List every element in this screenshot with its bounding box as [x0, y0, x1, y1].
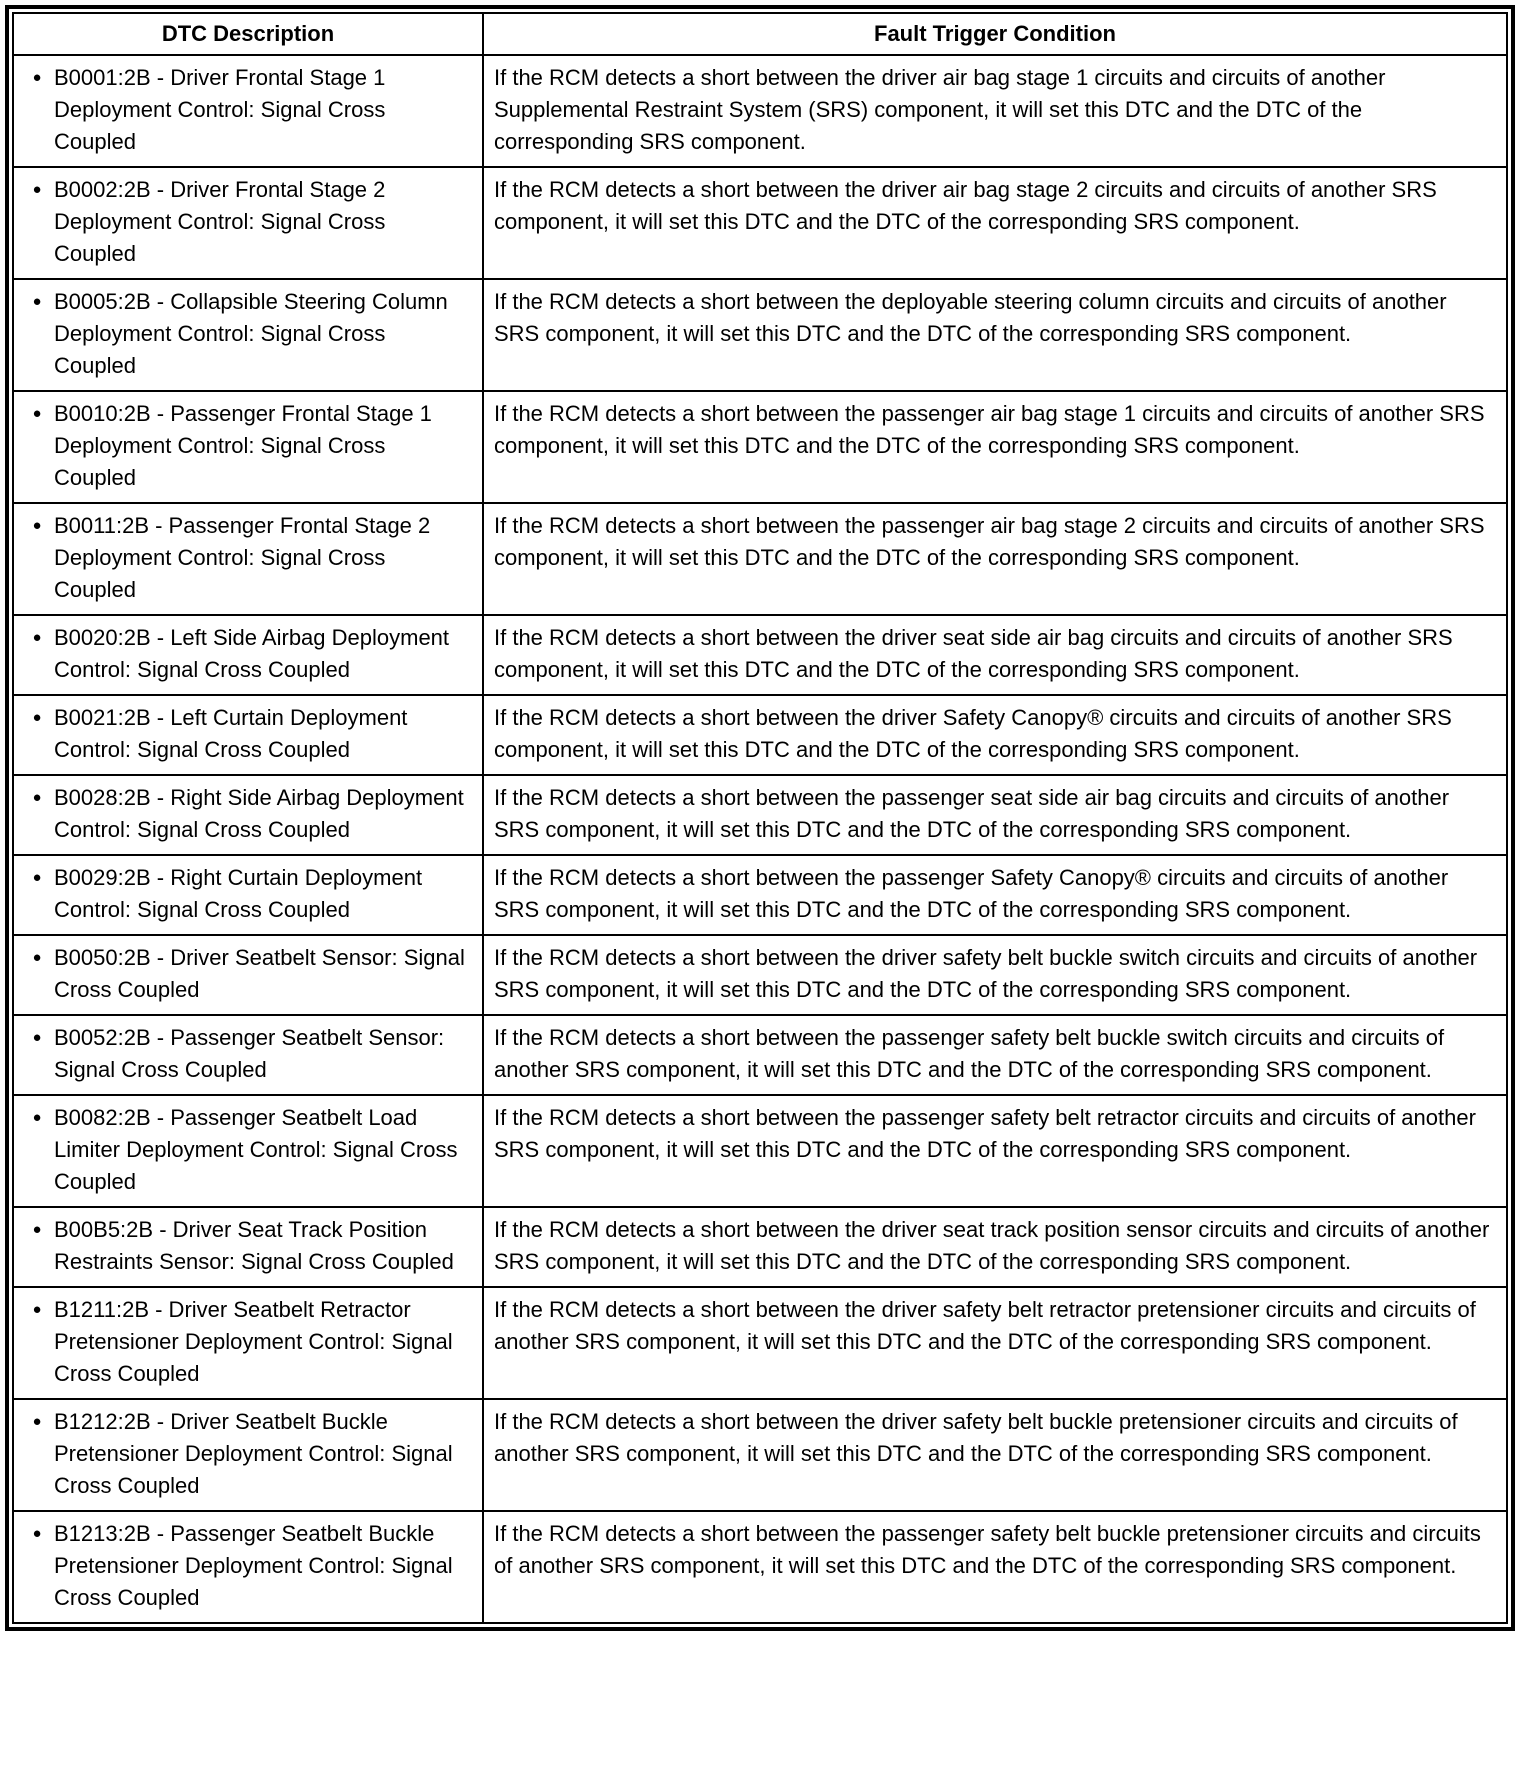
- table-row: [13, 279, 1507, 391]
- dtc-description: B0002:2B - Driver Frontal Stage 2 Deployment Control: Signal Cross Coupled: [54, 177, 386, 266]
- fault-trigger-condition: If the RCM detects a short between the driver seat track position sensor circuits and circuits of another SRS component, it will set this DTC and the DTC of the corresponding SRS component.: [494, 1217, 1490, 1274]
- bullet-icon: ●: [32, 1525, 42, 1542]
- fault-trigger-condition-cell: [483, 615, 1507, 695]
- dtc-description: B0011:2B - Passenger Frontal Stage 2 Deployment Control: Signal Cross Coupled: [54, 513, 431, 602]
- dtc-description-cell: [13, 1399, 483, 1511]
- fault-trigger-condition: If the RCM detects a short between the passenger safety belt buckle pretensioner circuits and circuits of another SRS component, it will set this DTC and the DTC of the corresponding SRS component.: [494, 1521, 1481, 1578]
- table-row: [13, 167, 1507, 279]
- column-header-fault-trigger-condition: Fault Trigger Condition: [483, 13, 1507, 55]
- fault-trigger-condition-cell: [483, 167, 1507, 279]
- dtc-description: B0005:2B - Collapsible Steering Column Deployment Control: Signal Cross Coupled: [54, 289, 448, 378]
- table-header-row: [13, 13, 1507, 55]
- bullet-icon: ●: [32, 709, 42, 726]
- table-row: [13, 1207, 1507, 1287]
- fault-trigger-condition-cell: [483, 1015, 1507, 1095]
- fault-trigger-condition: If the RCM detects a short between the driver air bag stage 2 circuits and circuits of another SRS component, it will set this DTC and the DTC of the corresponding SRS component.: [494, 177, 1437, 234]
- dtc-description-cell: [13, 1207, 483, 1287]
- dtc-description-cell: [13, 55, 483, 167]
- fault-trigger-condition: If the RCM detects a short between the passenger seat side air bag circuits and circuits of another SRS component, it will set this DTC and the DTC of the corresponding SRS component.: [494, 785, 1450, 842]
- bullet-icon: ●: [32, 405, 42, 422]
- dtc-description-cell: [13, 615, 483, 695]
- table-row: [13, 775, 1507, 855]
- dtc-description: B1211:2B - Driver Seatbelt Retractor Pretensioner Deployment Control: Signal Cross Coupled: [54, 1297, 453, 1386]
- bullet-icon: ●: [32, 293, 42, 310]
- table-row: [13, 1511, 1507, 1623]
- dtc-description-cell: [13, 391, 483, 503]
- table-row: [13, 391, 1507, 503]
- table-row: [13, 855, 1507, 935]
- fault-trigger-condition: If the RCM detects a short between the passenger safety belt retractor circuits and circuits of another SRS component, it will set this DTC and the DTC of the corresponding SRS component.: [494, 1105, 1476, 1162]
- table-row: [13, 935, 1507, 1015]
- dtc-description-cell: [13, 1095, 483, 1207]
- table-row: [13, 1095, 1507, 1207]
- dtc-description: B0082:2B - Passenger Seatbelt Load Limiter Deployment Control: Signal Cross Coupled: [54, 1105, 458, 1194]
- dtc-description: B0050:2B - Driver Seatbelt Sensor: Signal Cross Coupled: [54, 945, 465, 1002]
- fault-trigger-condition-cell: [483, 1207, 1507, 1287]
- table-row: [13, 695, 1507, 775]
- bullet-icon: ●: [32, 517, 42, 534]
- fault-trigger-condition-cell: [483, 391, 1507, 503]
- fault-trigger-condition: If the RCM detects a short between the driver safety belt buckle pretensioner circuits and circuits of another SRS component, it will set this DTC and the DTC of the corresponding SRS component.: [494, 1409, 1458, 1466]
- dtc-description-cell: [13, 1287, 483, 1399]
- fault-trigger-condition: If the RCM detects a short between the passenger safety belt buckle switch circuits and circuits of another SRS component, it will set this DTC and the DTC of the corresponding SRS component.: [494, 1025, 1445, 1082]
- dtc-description-cell: [13, 167, 483, 279]
- dtc-description-cell: [13, 855, 483, 935]
- table-row: [13, 615, 1507, 695]
- fault-trigger-condition: If the RCM detects a short between the driver air bag stage 1 circuits and circuits of another Supplemental Restraint System (SRS) component, it will set this DTC and the DTC of the corresponding SRS component.: [494, 65, 1386, 154]
- fault-trigger-condition: If the RCM detects a short between the driver seat side air bag circuits and circuits of another SRS component, it will set this DTC and the DTC of the corresponding SRS component.: [494, 625, 1453, 682]
- dtc-description-cell: [13, 695, 483, 775]
- bullet-icon: ●: [32, 69, 42, 86]
- table-frame: [5, 5, 1515, 1631]
- fault-trigger-condition: If the RCM detects a short between the passenger air bag stage 1 circuits and circuits of another SRS component, it will set this DTC and the DTC of the corresponding SRS component.: [494, 401, 1485, 458]
- dtc-description-cell: [13, 775, 483, 855]
- fault-trigger-condition-cell: [483, 503, 1507, 615]
- dtc-description: B0021:2B - Left Curtain Deployment Control: Signal Cross Coupled: [54, 705, 408, 762]
- fault-trigger-condition-cell: [483, 855, 1507, 935]
- bullet-icon: ●: [32, 629, 42, 646]
- bullet-icon: ●: [32, 869, 42, 886]
- bullet-icon: ●: [32, 1301, 42, 1318]
- table-row: [13, 1287, 1507, 1399]
- bullet-icon: ●: [32, 949, 42, 966]
- bullet-icon: ●: [32, 789, 42, 806]
- dtc-description: B1212:2B - Driver Seatbelt Buckle Pretensioner Deployment Control: Signal Cross Coupled: [54, 1409, 453, 1498]
- fault-trigger-condition: If the RCM detects a short between the driver safety belt buckle switch circuits and circuits of another SRS component, it will set this DTC and the DTC of the corresponding SRS component.: [494, 945, 1478, 1002]
- dtc-description-cell: [13, 1015, 483, 1095]
- bullet-icon: ●: [32, 1413, 42, 1430]
- fault-trigger-condition-cell: [483, 935, 1507, 1015]
- fault-trigger-condition-cell: [483, 1399, 1507, 1511]
- dtc-description: B0028:2B - Right Side Airbag Deployment Control: Signal Cross Coupled: [54, 785, 464, 842]
- column-header-dtc-description: DTC Description: [13, 13, 483, 55]
- fault-trigger-condition-cell: [483, 279, 1507, 391]
- fault-trigger-condition-cell: [483, 55, 1507, 167]
- fault-trigger-condition: If the RCM detects a short between the passenger Safety Canopy® circuits and circuits of another SRS component, it will set this DTC and the DTC of the corresponding SRS component.: [494, 865, 1449, 922]
- dtc-description: B00B5:2B - Driver Seat Track Position Restraints Sensor: Signal Cross Coupled: [54, 1217, 454, 1274]
- fault-trigger-condition: If the RCM detects a short between the passenger air bag stage 2 circuits and circuits of another SRS component, it will set this DTC and the DTC of the corresponding SRS component.: [494, 513, 1485, 570]
- dtc-description-cell: [13, 503, 483, 615]
- table-row: [13, 1399, 1507, 1511]
- dtc-description: B1213:2B - Passenger Seatbelt Buckle Pretensioner Deployment Control: Signal Cross Coupled: [54, 1521, 453, 1610]
- bullet-icon: ●: [32, 1221, 42, 1238]
- dtc-description: B0052:2B - Passenger Seatbelt Sensor: Signal Cross Coupled: [54, 1025, 445, 1082]
- table-row: [13, 55, 1507, 167]
- dtc-table: [12, 12, 1508, 1624]
- table-row: [13, 1015, 1507, 1095]
- bullet-icon: ●: [32, 1109, 42, 1126]
- dtc-description: B0029:2B - Right Curtain Deployment Control: Signal Cross Coupled: [54, 865, 423, 922]
- fault-trigger-condition-cell: [483, 1095, 1507, 1207]
- fault-trigger-condition: If the RCM detects a short between the deployable steering column circuits and circuits of another SRS component, it will set this DTC and the DTC of the corresponding SRS component.: [494, 289, 1447, 346]
- fault-trigger-condition: If the RCM detects a short between the driver safety belt retractor pretensioner circuits and circuits of another SRS component, it will set this DTC and the DTC of the corresponding SRS component.: [494, 1297, 1476, 1354]
- fault-trigger-condition-cell: [483, 1287, 1507, 1399]
- fault-trigger-condition-cell: [483, 775, 1507, 855]
- dtc-description: B0020:2B - Left Side Airbag Deployment Control: Signal Cross Coupled: [54, 625, 450, 682]
- bullet-icon: ●: [32, 181, 42, 198]
- dtc-description-cell: [13, 279, 483, 391]
- dtc-description-cell: [13, 1511, 483, 1623]
- fault-trigger-condition-cell: [483, 1511, 1507, 1623]
- dtc-description: B0010:2B - Passenger Frontal Stage 1 Deployment Control: Signal Cross Coupled: [54, 401, 432, 490]
- dtc-description: B0001:2B - Driver Frontal Stage 1 Deployment Control: Signal Cross Coupled: [54, 65, 386, 154]
- fault-trigger-condition-cell: [483, 695, 1507, 775]
- dtc-description-cell: [13, 935, 483, 1015]
- bullet-icon: ●: [32, 1029, 42, 1046]
- table-row: [13, 503, 1507, 615]
- fault-trigger-condition: If the RCM detects a short between the driver Safety Canopy® circuits and circuits of another SRS component, it will set this DTC and the DTC of the corresponding SRS component.: [494, 705, 1452, 762]
